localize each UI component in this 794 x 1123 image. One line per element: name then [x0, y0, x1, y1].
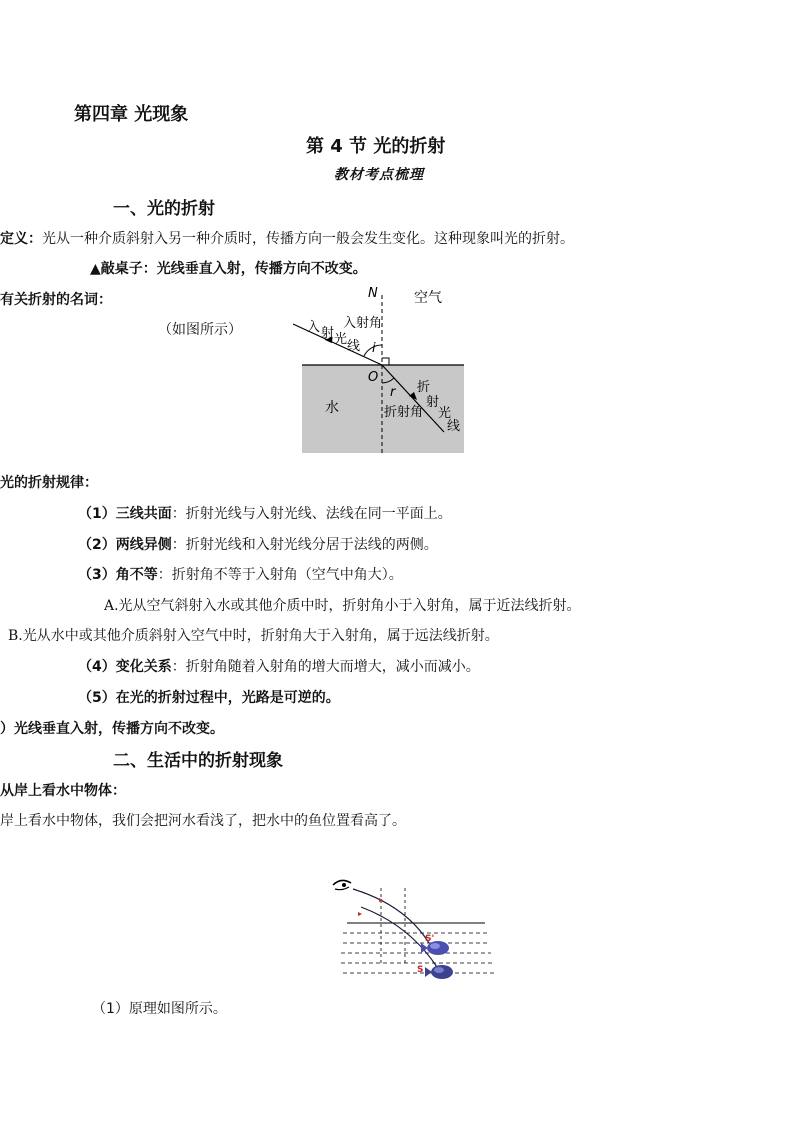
label-origin: O [368, 370, 379, 385]
fish-diagram-caption: （1）原理如图所示。 [92, 1001, 227, 1017]
label-air: 空气 [414, 290, 442, 306]
terms-label: 有关折射的名词： [0, 292, 112, 308]
law3-a: A.光从空气斜射入水或其他介质中时，折射角小于入射角，属于近法线折射。 [104, 598, 581, 614]
part2-item-label: 从岸上看水中物体： [0, 783, 126, 799]
label-incident-ray-4: 线 [347, 339, 361, 354]
fish-refraction-diagram [325, 873, 505, 988]
part2-item-text: 岸上看水中物体，我们会把河水看浅了，把水中的鱼位置看高了。 [0, 813, 406, 829]
label-incident-angle: 入射角 [343, 316, 383, 331]
law-item [78, 503, 452, 523]
law3-b: B.光从水中或其他介质斜射入空气中时，折射角大于入射角，属于远法线折射。 [8, 628, 499, 644]
apparent-ray [353, 889, 429, 943]
law5: （5）在光的折射过程中，光路是可逆的。 [78, 690, 340, 706]
section-subtitle: 教材考点梳理 [334, 167, 424, 183]
right-angle-mark [382, 358, 389, 365]
law-item [78, 564, 403, 584]
label-water: 水 [325, 400, 339, 416]
label-object: S [417, 965, 424, 975]
fish-image-icon [425, 965, 453, 979]
laws-label: 光的折射规律： [0, 475, 98, 491]
label-incident-ray-2: 射 [321, 326, 335, 341]
law-num: （1） [78, 506, 116, 522]
definition-text: 光从一种介质斜射入另一种介质时，传播方向一般会发生变化。这种现象叫光的折射。 [42, 231, 574, 247]
eye-icon [333, 880, 351, 889]
label-incident-ray-3: 光 [334, 332, 348, 347]
label-refracted-ray-3: 光 [438, 406, 452, 421]
figure-note: （如图所示） [158, 322, 242, 338]
law-key: 两线异侧 [115, 537, 172, 553]
law-num: （2） [78, 537, 116, 553]
label-refracted-ray-4: 线 [447, 419, 461, 434]
label-refraction-angle: 折射角 [384, 405, 424, 420]
label-i: i [372, 341, 376, 356]
law-key: 角不等 [115, 567, 158, 583]
label-refracted-ray-2: 射 [426, 395, 440, 410]
law-num: （3） [78, 567, 116, 583]
label-r: r [390, 385, 396, 400]
law-item [78, 534, 438, 554]
label-refracted-ray-1: 折 [417, 380, 431, 395]
law-text: ：折射角随着入射角的增大而增大，减小而减小。 [171, 659, 480, 675]
law-text: ：折射光线与入射光线、法线在同一平面上。 [171, 506, 452, 522]
section-title: 第 4 节 光的折射 [306, 136, 446, 157]
definition-label: 定义： [0, 231, 42, 247]
refraction-diagram [280, 280, 480, 460]
law-key: 三线共面 [115, 506, 172, 522]
law-text: ：折射光线和入射光线分居于法线的两侧。 [171, 537, 438, 553]
law-key: 变化关系 [115, 659, 172, 675]
law-text: ：折射角不等于入射角（空气中角大）。 [157, 567, 403, 583]
definition-line [0, 228, 574, 248]
law-num: （4） [78, 659, 116, 675]
part2-heading: 二、生活中的折射现象 [113, 751, 283, 771]
label-virtual-image: S' [425, 934, 435, 944]
label-incident-ray-1: 入 [307, 320, 321, 335]
label-normal: N [368, 286, 378, 301]
chapter-title: 第四章 光现象 [74, 104, 189, 125]
law6: ）光线垂直入射，传播方向不改变。 [0, 721, 224, 737]
ray-arrow [358, 912, 362, 916]
part1-heading: 一、光的折射 [113, 199, 215, 219]
note-vertical-incidence: ▲敲桌子：光线垂直入射，传播方向不改变。 [90, 261, 367, 277]
law-item [78, 656, 480, 676]
